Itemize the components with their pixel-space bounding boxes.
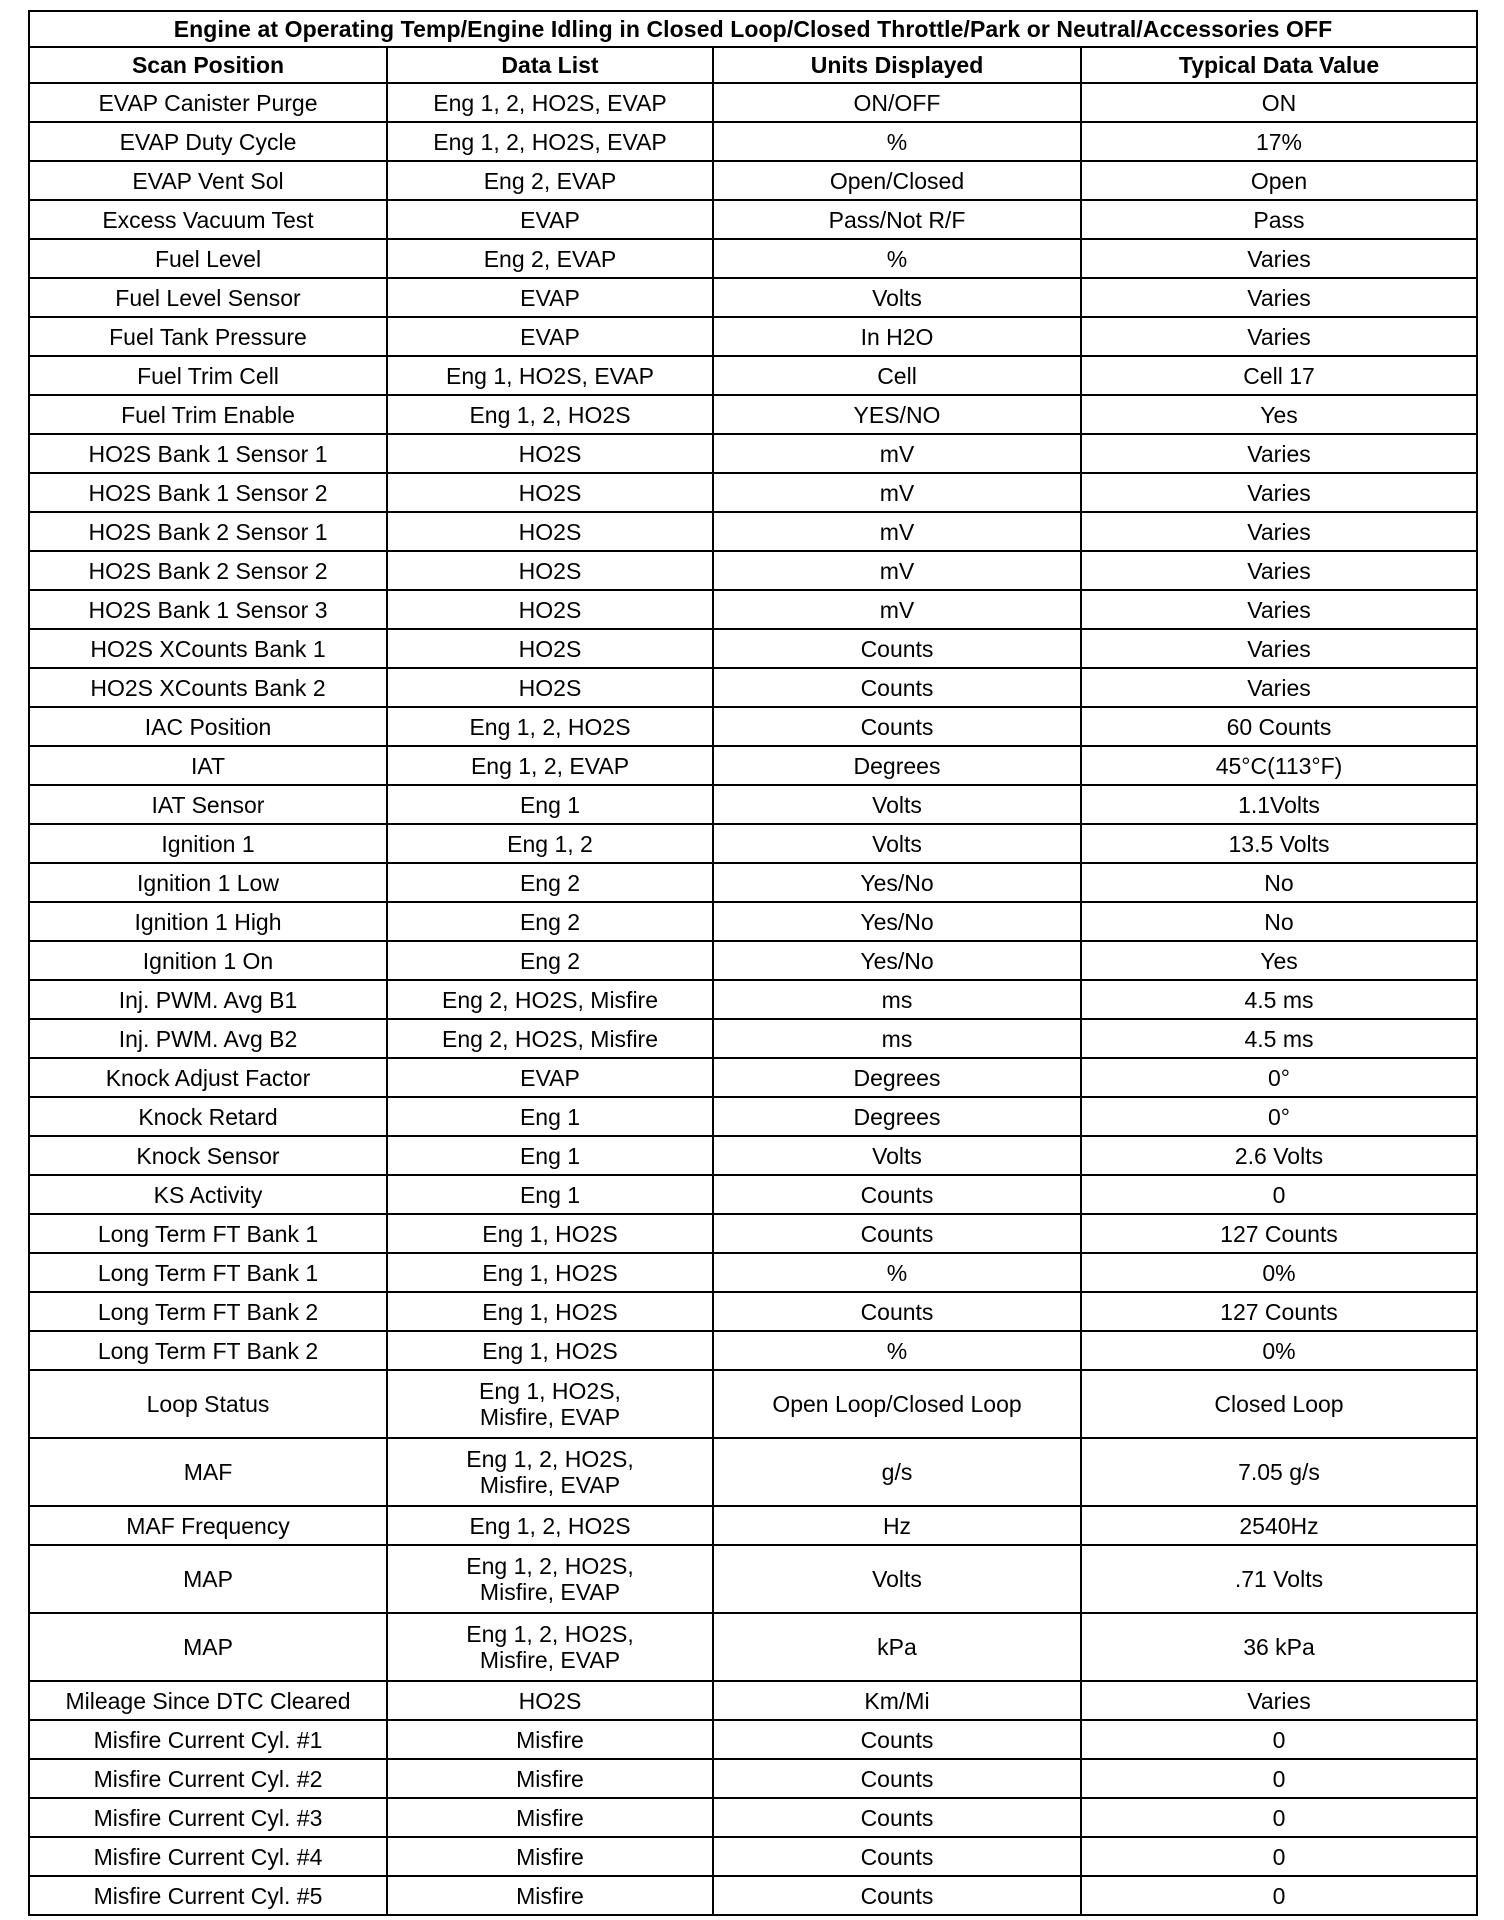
table-row — [29, 1292, 1477, 1331]
data-list-cell: Eng 1, 2, HO2S — [387, 707, 713, 746]
typical-value-cell: 4.5 ms — [1081, 980, 1477, 1019]
scan-position-cell: Misfire Current Cyl. #2 — [29, 1759, 387, 1798]
table-row — [29, 980, 1477, 1019]
scan-position-cell: Long Term FT Bank 1 — [29, 1214, 387, 1253]
scan-position-cell: EVAP Duty Cycle — [29, 122, 387, 161]
table-body — [29, 83, 1477, 1915]
title-row — [29, 11, 1477, 47]
data-list-cell: Eng 1, 2, EVAP — [387, 746, 713, 785]
typical-value-cell: 0% — [1081, 1331, 1477, 1370]
units-displayed-cell: Km/Mi — [713, 1681, 1081, 1720]
typical-value-cell: No — [1081, 902, 1477, 941]
data-list-cell: Eng 1, 2, HO2S, Misfire, EVAP — [387, 1545, 713, 1613]
typical-value-cell: 4.5 ms — [1081, 1019, 1477, 1058]
data-list-cell: Misfire — [387, 1837, 713, 1876]
scan-data-sheet — [28, 10, 1476, 1916]
scan-position-cell: MAF — [29, 1438, 387, 1506]
typical-value-cell: 0 — [1081, 1175, 1477, 1214]
scan-position-cell: Long Term FT Bank 2 — [29, 1331, 387, 1370]
table-row — [29, 629, 1477, 668]
data-list-cell: Eng 2, EVAP — [387, 239, 713, 278]
table-row — [29, 590, 1477, 629]
data-list-cell: Eng 1 — [387, 1097, 713, 1136]
units-displayed-cell: Yes/No — [713, 941, 1081, 980]
table-title: Engine at Operating Temp/Engine Idling in Closed Loop/Closed Throttle/Park or Neutral/Accessories OFF — [29, 11, 1477, 47]
typical-value-cell: Pass — [1081, 200, 1477, 239]
scan-position-cell: IAT — [29, 746, 387, 785]
typical-value-cell: 0 — [1081, 1798, 1477, 1837]
typical-value-cell: 0° — [1081, 1097, 1477, 1136]
table-row — [29, 1175, 1477, 1214]
typical-value-cell: 60 Counts — [1081, 707, 1477, 746]
typical-value-cell: Varies — [1081, 473, 1477, 512]
units-displayed-cell: % — [713, 1331, 1081, 1370]
units-displayed-cell: Volts — [713, 824, 1081, 863]
units-displayed-cell: Counts — [713, 629, 1081, 668]
data-list-cell: Eng 1, 2, HO2S, Misfire, EVAP — [387, 1438, 713, 1506]
units-displayed-cell: Open/Closed — [713, 161, 1081, 200]
units-displayed-cell: mV — [713, 551, 1081, 590]
units-displayed-cell: mV — [713, 590, 1081, 629]
scan-position-cell: Fuel Level — [29, 239, 387, 278]
table-row — [29, 317, 1477, 356]
units-displayed-cell: mV — [713, 512, 1081, 551]
typical-value-cell: Varies — [1081, 629, 1477, 668]
table-row — [29, 941, 1477, 980]
scan-position-cell: HO2S Bank 2 Sensor 1 — [29, 512, 387, 551]
typical-value-cell: Varies — [1081, 1681, 1477, 1720]
typical-value-cell: 2.6 Volts — [1081, 1136, 1477, 1175]
scan-position-cell: Misfire Current Cyl. #4 — [29, 1837, 387, 1876]
data-list-cell: HO2S — [387, 551, 713, 590]
data-list-cell: Eng 1, HO2S, Misfire, EVAP — [387, 1370, 713, 1438]
scan-position-cell: Knock Sensor — [29, 1136, 387, 1175]
scan-position-cell: Fuel Trim Cell — [29, 356, 387, 395]
table-row — [29, 1019, 1477, 1058]
typical-value-cell: 0 — [1081, 1837, 1477, 1876]
data-list-cell: HO2S — [387, 473, 713, 512]
table-row — [29, 278, 1477, 317]
units-displayed-cell: Counts — [713, 1837, 1081, 1876]
table-row — [29, 668, 1477, 707]
scan-position-cell: Knock Adjust Factor — [29, 1058, 387, 1097]
units-displayed-cell: mV — [713, 434, 1081, 473]
data-list-cell: Eng 1, HO2S — [387, 1214, 713, 1253]
column-header-typical-data-value: Typical Data Value — [1081, 47, 1477, 83]
typical-value-cell: 0 — [1081, 1876, 1477, 1915]
units-displayed-cell: Counts — [713, 1798, 1081, 1837]
scan-position-cell: Misfire Current Cyl. #3 — [29, 1798, 387, 1837]
units-displayed-cell: Counts — [713, 1214, 1081, 1253]
units-displayed-cell: In H2O — [713, 317, 1081, 356]
scan-position-cell: IAC Position — [29, 707, 387, 746]
units-displayed-cell: Volts — [713, 1545, 1081, 1613]
data-list-cell: HO2S — [387, 434, 713, 473]
data-list-cell: HO2S — [387, 1681, 713, 1720]
data-list-cell: Eng 1, 2, HO2S — [387, 395, 713, 434]
typical-value-cell: ON — [1081, 83, 1477, 122]
table-row — [29, 512, 1477, 551]
table-row — [29, 1370, 1477, 1438]
typical-value-cell: .71 Volts — [1081, 1545, 1477, 1613]
scan-position-cell: Loop Status — [29, 1370, 387, 1438]
scan-position-cell: HO2S XCounts Bank 1 — [29, 629, 387, 668]
table-row — [29, 1253, 1477, 1292]
scan-position-cell: Long Term FT Bank 2 — [29, 1292, 387, 1331]
scan-position-cell: Fuel Tank Pressure — [29, 317, 387, 356]
data-list-cell: Eng 1, HO2S — [387, 1331, 713, 1370]
data-list-cell: Eng 2, HO2S, Misfire — [387, 980, 713, 1019]
units-displayed-cell: Volts — [713, 785, 1081, 824]
units-displayed-cell: g/s — [713, 1438, 1081, 1506]
scan-position-cell: Ignition 1 — [29, 824, 387, 863]
data-list-cell: Eng 1, HO2S — [387, 1253, 713, 1292]
data-list-cell: Eng 1 — [387, 785, 713, 824]
units-displayed-cell: Yes/No — [713, 902, 1081, 941]
typical-value-cell: 0 — [1081, 1759, 1477, 1798]
units-displayed-cell: Counts — [713, 1175, 1081, 1214]
data-list-cell: Eng 2, EVAP — [387, 161, 713, 200]
scan-position-cell: Fuel Level Sensor — [29, 278, 387, 317]
scan-data-table — [28, 10, 1478, 1916]
data-list-cell: EVAP — [387, 278, 713, 317]
table-row — [29, 1438, 1477, 1506]
data-list-cell: EVAP — [387, 200, 713, 239]
table-row — [29, 122, 1477, 161]
scan-position-cell: HO2S Bank 1 Sensor 1 — [29, 434, 387, 473]
data-list-cell: Eng 1 — [387, 1175, 713, 1214]
units-displayed-cell: Counts — [713, 668, 1081, 707]
units-displayed-cell: YES/NO — [713, 395, 1081, 434]
scan-position-cell: Ignition 1 Low — [29, 863, 387, 902]
scan-position-cell: Misfire Current Cyl. #1 — [29, 1720, 387, 1759]
typical-value-cell: 1.1Volts — [1081, 785, 1477, 824]
table-row — [29, 1058, 1477, 1097]
data-list-cell: Eng 1, 2, HO2S, EVAP — [387, 83, 713, 122]
header-row — [29, 47, 1477, 83]
data-list-cell: Eng 2 — [387, 902, 713, 941]
typical-value-cell: Open — [1081, 161, 1477, 200]
units-displayed-cell: % — [713, 239, 1081, 278]
units-displayed-cell: Volts — [713, 1136, 1081, 1175]
scan-position-cell: Mileage Since DTC Cleared — [29, 1681, 387, 1720]
data-list-cell: Eng 1, HO2S — [387, 1292, 713, 1331]
typical-value-cell: Varies — [1081, 512, 1477, 551]
typical-value-cell: Varies — [1081, 317, 1477, 356]
table-row — [29, 1506, 1477, 1545]
scan-position-cell: HO2S Bank 2 Sensor 2 — [29, 551, 387, 590]
data-list-cell: Misfire — [387, 1876, 713, 1915]
table-row — [29, 239, 1477, 278]
typical-value-cell: 45°C(113°F) — [1081, 746, 1477, 785]
scan-position-cell: Misfire Current Cyl. #5 — [29, 1876, 387, 1915]
table-row — [29, 473, 1477, 512]
scan-position-cell: Inj. PWM. Avg B2 — [29, 1019, 387, 1058]
data-list-cell: Eng 1, HO2S, EVAP — [387, 356, 713, 395]
typical-value-cell: Varies — [1081, 551, 1477, 590]
table-row — [29, 434, 1477, 473]
table-row — [29, 1136, 1477, 1175]
table-row — [29, 785, 1477, 824]
data-list-cell: Eng 1, 2, HO2S, EVAP — [387, 122, 713, 161]
units-displayed-cell: kPa — [713, 1613, 1081, 1681]
units-displayed-cell: ms — [713, 1019, 1081, 1058]
units-displayed-cell: ON/OFF — [713, 83, 1081, 122]
table-row — [29, 551, 1477, 590]
units-displayed-cell: Degrees — [713, 1097, 1081, 1136]
units-displayed-cell: Hz — [713, 1506, 1081, 1545]
scan-position-cell: EVAP Canister Purge — [29, 83, 387, 122]
typical-value-cell: Yes — [1081, 941, 1477, 980]
typical-value-cell: 13.5 Volts — [1081, 824, 1477, 863]
column-header-scan-position: Scan Position — [29, 47, 387, 83]
data-list-cell: HO2S — [387, 590, 713, 629]
typical-value-cell: Varies — [1081, 239, 1477, 278]
data-list-cell: Misfire — [387, 1720, 713, 1759]
units-displayed-cell: Open Loop/Closed Loop — [713, 1370, 1081, 1438]
scan-position-cell: IAT Sensor — [29, 785, 387, 824]
units-displayed-cell: Counts — [713, 1876, 1081, 1915]
table-row — [29, 902, 1477, 941]
typical-value-cell: Varies — [1081, 590, 1477, 629]
scan-position-cell: KS Activity — [29, 1175, 387, 1214]
table-row — [29, 1097, 1477, 1136]
column-header-units-displayed: Units Displayed — [713, 47, 1081, 83]
scan-position-cell: Knock Retard — [29, 1097, 387, 1136]
units-displayed-cell: Degrees — [713, 746, 1081, 785]
typical-value-cell: Varies — [1081, 668, 1477, 707]
table-row — [29, 1759, 1477, 1798]
units-displayed-cell: Cell — [713, 356, 1081, 395]
units-displayed-cell: ms — [713, 980, 1081, 1019]
scan-position-cell: HO2S XCounts Bank 2 — [29, 668, 387, 707]
table-row — [29, 1837, 1477, 1876]
table-row — [29, 1681, 1477, 1720]
typical-value-cell: 0% — [1081, 1253, 1477, 1292]
table-row — [29, 1331, 1477, 1370]
units-displayed-cell: % — [713, 1253, 1081, 1292]
table-row — [29, 1545, 1477, 1613]
units-displayed-cell: Degrees — [713, 1058, 1081, 1097]
table-row — [29, 161, 1477, 200]
data-list-cell: EVAP — [387, 1058, 713, 1097]
data-list-cell: HO2S — [387, 629, 713, 668]
data-list-cell: Eng 1, 2, HO2S, Misfire, EVAP — [387, 1613, 713, 1681]
scan-position-cell: Fuel Trim Enable — [29, 395, 387, 434]
data-list-cell: Eng 2 — [387, 863, 713, 902]
scan-position-cell: Long Term FT Bank 1 — [29, 1253, 387, 1292]
scan-position-cell: HO2S Bank 1 Sensor 2 — [29, 473, 387, 512]
typical-value-cell: Cell 17 — [1081, 356, 1477, 395]
typical-value-cell: 0 — [1081, 1720, 1477, 1759]
scan-position-cell: MAF Frequency — [29, 1506, 387, 1545]
scan-position-cell: Excess Vacuum Test — [29, 200, 387, 239]
typical-value-cell: Varies — [1081, 278, 1477, 317]
units-displayed-cell: Pass/Not R/F — [713, 200, 1081, 239]
table-row — [29, 395, 1477, 434]
table-row — [29, 824, 1477, 863]
scan-position-cell: EVAP Vent Sol — [29, 161, 387, 200]
data-list-cell: HO2S — [387, 668, 713, 707]
scan-position-cell: Ignition 1 On — [29, 941, 387, 980]
typical-value-cell: 127 Counts — [1081, 1214, 1477, 1253]
scan-position-cell: Inj. PWM. Avg B1 — [29, 980, 387, 1019]
units-displayed-cell: mV — [713, 473, 1081, 512]
typical-value-cell: Closed Loop — [1081, 1370, 1477, 1438]
data-list-cell: Eng 1, 2, HO2S — [387, 1506, 713, 1545]
table-row — [29, 1876, 1477, 1915]
units-displayed-cell: Counts — [713, 1292, 1081, 1331]
typical-value-cell: 127 Counts — [1081, 1292, 1477, 1331]
data-list-cell: Eng 1 — [387, 1136, 713, 1175]
scan-position-cell: Ignition 1 High — [29, 902, 387, 941]
typical-value-cell: 36 kPa — [1081, 1613, 1477, 1681]
typical-value-cell: 7.05 g/s — [1081, 1438, 1477, 1506]
table-row — [29, 356, 1477, 395]
units-displayed-cell: Counts — [713, 707, 1081, 746]
scan-position-cell: MAP — [29, 1545, 387, 1613]
data-list-cell: Misfire — [387, 1759, 713, 1798]
data-list-cell: Eng 2 — [387, 941, 713, 980]
units-displayed-cell: % — [713, 122, 1081, 161]
data-list-cell: Eng 2, HO2S, Misfire — [387, 1019, 713, 1058]
scan-position-cell: MAP — [29, 1613, 387, 1681]
table-row — [29, 1798, 1477, 1837]
table-row — [29, 1720, 1477, 1759]
column-header-data-list: Data List — [387, 47, 713, 83]
table-row — [29, 1613, 1477, 1681]
scan-position-cell: HO2S Bank 1 Sensor 3 — [29, 590, 387, 629]
table-row — [29, 707, 1477, 746]
table-row — [29, 863, 1477, 902]
units-displayed-cell: Volts — [713, 278, 1081, 317]
typical-value-cell: 17% — [1081, 122, 1477, 161]
typical-value-cell: No — [1081, 863, 1477, 902]
typical-value-cell: 0° — [1081, 1058, 1477, 1097]
data-list-cell: Misfire — [387, 1798, 713, 1837]
typical-value-cell: 2540Hz — [1081, 1506, 1477, 1545]
data-list-cell: Eng 1, 2 — [387, 824, 713, 863]
units-displayed-cell: Counts — [713, 1720, 1081, 1759]
table-row — [29, 83, 1477, 122]
typical-value-cell: Varies — [1081, 434, 1477, 473]
units-displayed-cell: Yes/No — [713, 863, 1081, 902]
table-row — [29, 746, 1477, 785]
typical-value-cell: Yes — [1081, 395, 1477, 434]
table-row — [29, 1214, 1477, 1253]
data-list-cell: HO2S — [387, 512, 713, 551]
data-list-cell: EVAP — [387, 317, 713, 356]
units-displayed-cell: Counts — [713, 1759, 1081, 1798]
table-row — [29, 200, 1477, 239]
